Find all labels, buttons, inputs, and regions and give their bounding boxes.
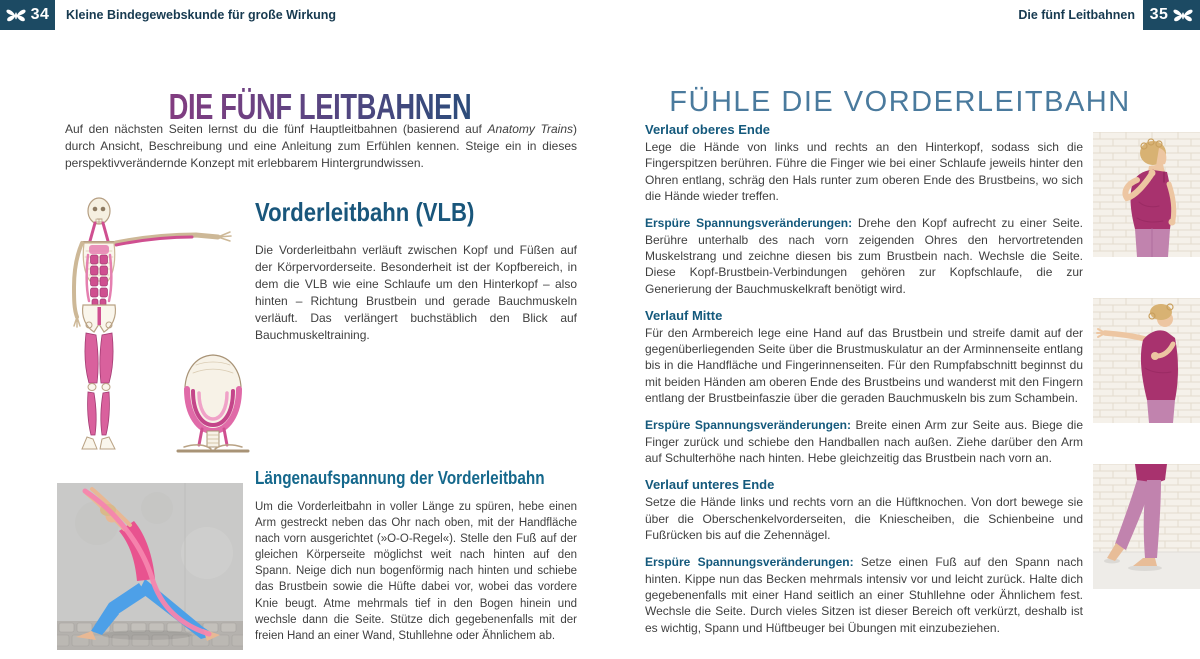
instruction-column bbox=[645, 122, 1083, 647]
subheading: Verlauf unteres Ende bbox=[645, 477, 775, 493]
erspuere-block bbox=[645, 417, 1083, 466]
erspuere-lead: Erspüre Spannungsveränderungen: bbox=[645, 418, 851, 433]
section-heading-vlb: Vorderleitbahn (VLB) bbox=[255, 197, 475, 227]
subheading: Verlauf oberes Ende bbox=[645, 122, 770, 137]
section-body-laenge: Um die Vorderleitbahn in voller Länge zu spüren, hebe einen Arm gestreckt neben das Ohr nach oben, mit der Handfläche nach vorn ausgerichtet (»O-O-Regel«). Stelle den Fuß auf der gleichen Körperseite möglichst weit nach hinten auf den Spann. Neige dich nun bogenförmig nach hinten und schiebe das Brustbein sowie die Hüfte dabei vor, wobei das vordere Knie beugt. Atme mehrmals tief in den Bogen hinein und wechsle dann die Seite. Stütze dich gegebenenfalls mit der freien Hand an einer Wand, Stuhllehne oder Ähnlichem ab. bbox=[255, 501, 577, 642]
page-number-right: 35 bbox=[1149, 6, 1169, 23]
erspuere-block bbox=[645, 215, 1083, 297]
intro-text-rest: ) durch Ansicht, Beschreibung und eine Anleitung zum Erfühlen kennen. Steige ein in dieses perspektivverändernde Konzept mit erlebbarem Hintergrundwissen. bbox=[65, 122, 577, 171]
block-body: Lege die Hände von links und rechts an den Hinterkopf, sodass sich die Fingerspitzen berühren. Führe die Finger wie bei einer Schlaufe jeweils hinter den Ohren entlang, schräg den Hals runter zum oberen Ende des Brustbeins, wo sich die Hände wieder treffen. bbox=[645, 140, 1083, 203]
page-number-left: 34 bbox=[30, 6, 50, 23]
erspuere-text: Drehe den Kopf aufrecht zu einer Seite. Berühre unterhalb des nach vorn zeigenden Ohres den hervortretenden Muskelstrang und zeichne diesen bis zum Brustbein nach. Wechsle die Seite. Diese Kopf-Brustbein-Verbindungen gehören zur Kopfschlaufe, die zur Generierung der Bauchmuskelkraft benötigt wird. bbox=[645, 216, 1084, 296]
block-body: Setze die Hände links und rechts vorn an die Hüftknochen. Von dort bewege sie über die Oberschenkelvorderseiten, die Kniescheiben, die Schienbeine und Fußrücken bis auf die Zehennägel. bbox=[645, 495, 1083, 542]
section-body-vlb: Die Vorderleitbahn verläuft zwischen Kopf und Füßen auf der Körpervorderseite. Besonderheit ist der Kopfbereich, in dem die VLB wie eine Schlaufe um den Hinterkopf – also hinten – Richtung Brustbein und gerade Bauchmuskeln verläuft. Das verlängert buchstäblich den Blick auf Bauchmuskeltraining. bbox=[255, 243, 577, 343]
page-right bbox=[600, 0, 1200, 659]
verlauf-block bbox=[645, 122, 1083, 204]
section-vorderleitbahn bbox=[255, 197, 577, 344]
butterfly-logo-icon bbox=[6, 8, 26, 23]
erspuere-lead: Erspüre Spannungsveränderungen: bbox=[645, 216, 853, 231]
running-head-right: Die fünf Leitbahnen bbox=[1018, 8, 1135, 22]
block-body bbox=[645, 215, 1083, 297]
page-number-box-right bbox=[1143, 0, 1200, 30]
verlauf-block bbox=[645, 308, 1083, 407]
yoga-pose-photo bbox=[57, 483, 243, 650]
page-number-box-left bbox=[0, 0, 55, 30]
block-body bbox=[645, 417, 1083, 466]
section-laengenaufspannung bbox=[255, 468, 577, 644]
exercise-photo-arm bbox=[1093, 298, 1200, 423]
intro-italic-book-title: Anatomy Trains bbox=[487, 122, 573, 136]
exercise-photo-column bbox=[1093, 132, 1200, 589]
page-title-right: FÜHLE DIE VORDERLEITBAHN bbox=[669, 86, 1131, 119]
intro-text: Auf den nächsten Seiten lernst du die fünf Hauptleitbahnen (basierend auf bbox=[65, 122, 488, 136]
block-body: Für den Armbereich lege eine Hand auf das Brustbein und streife damit auf der gegenüberliegenden Seite über die Brustmuskulatur an der Arminnenseite entlang bis in die Handfläche und Fingerinnenseiten. Für den Rumpfabschnitt beginnst du mit beiden Händen am oberen Ende des Brustbeins und wanderst mit den Fingern entlang der Brustbeinfaszie über die geraden Bauchmuskeln bis zum Schambein. bbox=[645, 325, 1083, 406]
subheading: Verlauf Mitte bbox=[645, 307, 723, 323]
verlauf-block bbox=[645, 477, 1083, 543]
exercise-photo-foot bbox=[1093, 464, 1200, 589]
section-heading-laenge: Längenaufspannung der Vorderleitbahn bbox=[255, 468, 545, 488]
erspuere-block bbox=[645, 554, 1083, 636]
anatomy-illustration bbox=[56, 193, 252, 459]
exercise-photo-neck bbox=[1093, 132, 1200, 257]
page-title-left: DIE FÜNF LEITBAHNEN bbox=[126, 86, 514, 128]
erspuere-text: Breite einen Arm zur Seite aus. Biege die Finger zurück und schiebe den Handballen nach außen. Ziehe darüber den Arm auf Schulterhöhe nach hinten. Hebe gleichzeitig das Brustbein nach vorn an. bbox=[645, 418, 1084, 465]
block-body bbox=[645, 554, 1083, 636]
erspuere-text: Setze einen Fuß auf den Spann nach hinten. Kippe nun das Becken mehrmals intensiv vor und leicht zurück. Halte dich gegebenenfalls mit einer Hand seitlich an einer Stuhllehne oder Ähnlichem fest. Wechsle die Seite. Durch vieles Sitzen ist dieser Bereich oft verkürzt, deshalb ist es wichtig, Spann und Hüftbeuger bei Übungen mit einzubeziehen. bbox=[645, 555, 1083, 635]
intro-paragraph bbox=[65, 121, 577, 172]
running-head-left: Kleine Bindegewebskunde für große Wirkung bbox=[66, 8, 337, 22]
butterfly-logo-icon bbox=[1173, 8, 1193, 23]
erspuere-lead: Erspüre Spannungsveränderungen: bbox=[645, 555, 854, 570]
